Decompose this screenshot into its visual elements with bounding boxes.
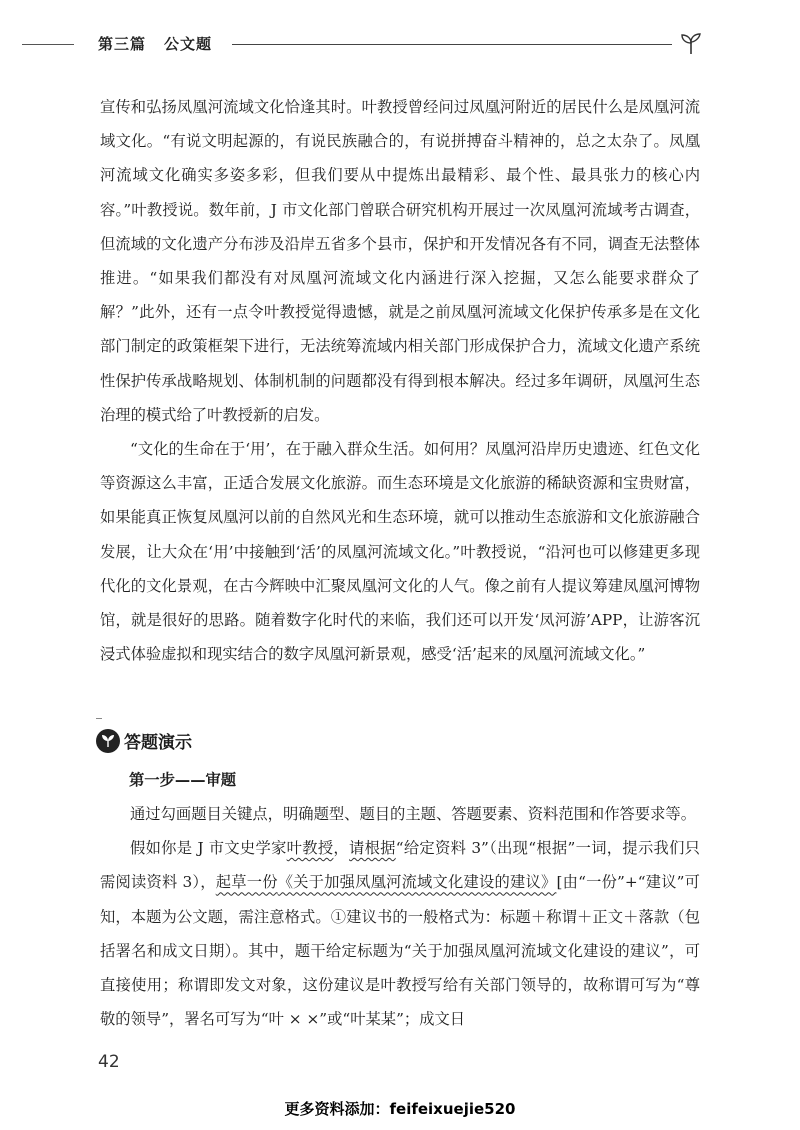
material-paragraph-1: 宣传和弘扬凤凰河流域文化恰逢其时。叶教授曾经问过凤凰河附近的居民什么是凤凰河流域文化。“有说文明起源的，有说民族融合的，有说拼搏奋斗精神的，总之太杂了。凤凰河流域文化确实多姿多彩，但我们要从中提炼出最精彩、最个性、最具张力的核心内容。”叶教授说。数年前，J 市文化部门曾联合研究机构开展过一次凤凰河流域考古调查，但流域的文化遗产分布涉及沿岸五省多个县市，保护和开发情况各有不同，调查无法整体推进。“如果我们都没有对凤凰河流域文化内涵进行深入挖掘，又怎么能要求群众了解？”此外，还有一点令叶教授觉得遗憾，就是之前凤凰河流域文化保护传承多是在文化部门制定的政策框架下进行，无法统筹流域内相关部门形成保护合力，流域文化遗产系统性保护传承战略规划、体制机制的问题都没有得到根本解决。经过多年调研，凤凰河生态治理的模式给了叶教授新的启发。: [100, 98, 700, 424]
sprout-icon: [678, 30, 704, 56]
header-rule-right: [232, 44, 672, 45]
header-section: 公文题: [164, 35, 213, 53]
analysis-paragraph: [100, 831, 700, 1036]
analysis-text: [100, 797, 700, 1036]
leaf-badge-icon: [96, 729, 120, 753]
keyword-according-to: 请根据: [349, 839, 396, 858]
footer-note: 更多资料添加：feifeixuejie520: [284, 1100, 516, 1118]
section-title: 答题演示: [124, 733, 192, 753]
analysis-text-a: 假如你是 J 市文史学家: [130, 839, 287, 858]
analysis-text-b: ，: [333, 839, 349, 858]
material-text: [100, 90, 700, 671]
section-heading: [96, 728, 192, 753]
running-header: [98, 33, 212, 54]
analysis-text-d: [由“一份”+“建议”可知，本题为公文题，需注意格式。①建议书的一般格式为：标题＋称谓＋正文＋落款（包括署名和成文日期）。其中，题干给定标题为“关于加强凤凰河流域文化建设的建议”，可直接使用；称谓即发文对象，这份建议是叶教授写给有关部门领导的，故称谓可写为“尊敬的领导”，署名可写为“叶 × ×”或“叶某某”；成文日: [100, 873, 700, 1029]
keyword-document-title: 《关于加强凤凰河流域文化建设的建议》: [277, 873, 557, 892]
header-rule-left: [22, 44, 74, 45]
margin-tick: [96, 718, 102, 719]
material-paragraph-2: “文化的生命在于‘用’，在于融入群众生活。如何用？凤凰河沿岸历史遗迹、红色文化等资源这么丰富，正适合发展文化旅游。而生态环境是文化旅游的稀缺资源和宝贵财富，如果能真正恢复凤凰河以前的自然风光和生态环境，就可以推动生态旅游和文化旅游融合发展，让大众在‘用’中接触到‘活’的凤凰河流域文化。”叶教授说，“沿河也可以修建更多现代化的文化景观，在古今辉映中汇聚凤凰河文化的人气。像之前有人提议筹建凤凰河博物馆，就是很好的思路。随着数字化时代的来临，我们还可以开发‘凤河游’APP，让游客沉浸式体验虚拟和现实结合的数字凤凰河新景观，感受‘活’起来的凤凰河流域文化。”: [100, 440, 700, 664]
analysis-intro: 通过勾画题目关键点，明确题型、题目的主题、答题要素、资料范围和作答要求等。: [130, 805, 696, 823]
analysis-text-c: “给定资料 3”（出现“根据”一词，提示我们只需阅读资料 3），: [100, 839, 700, 892]
header-part: 第三篇: [98, 35, 147, 53]
page-number: 42: [98, 1052, 120, 1072]
keyword-draft: 起草一份: [215, 873, 278, 892]
step-title: 第一步——审题: [129, 771, 237, 789]
keyword-ye-professor: 叶教授: [286, 839, 334, 858]
